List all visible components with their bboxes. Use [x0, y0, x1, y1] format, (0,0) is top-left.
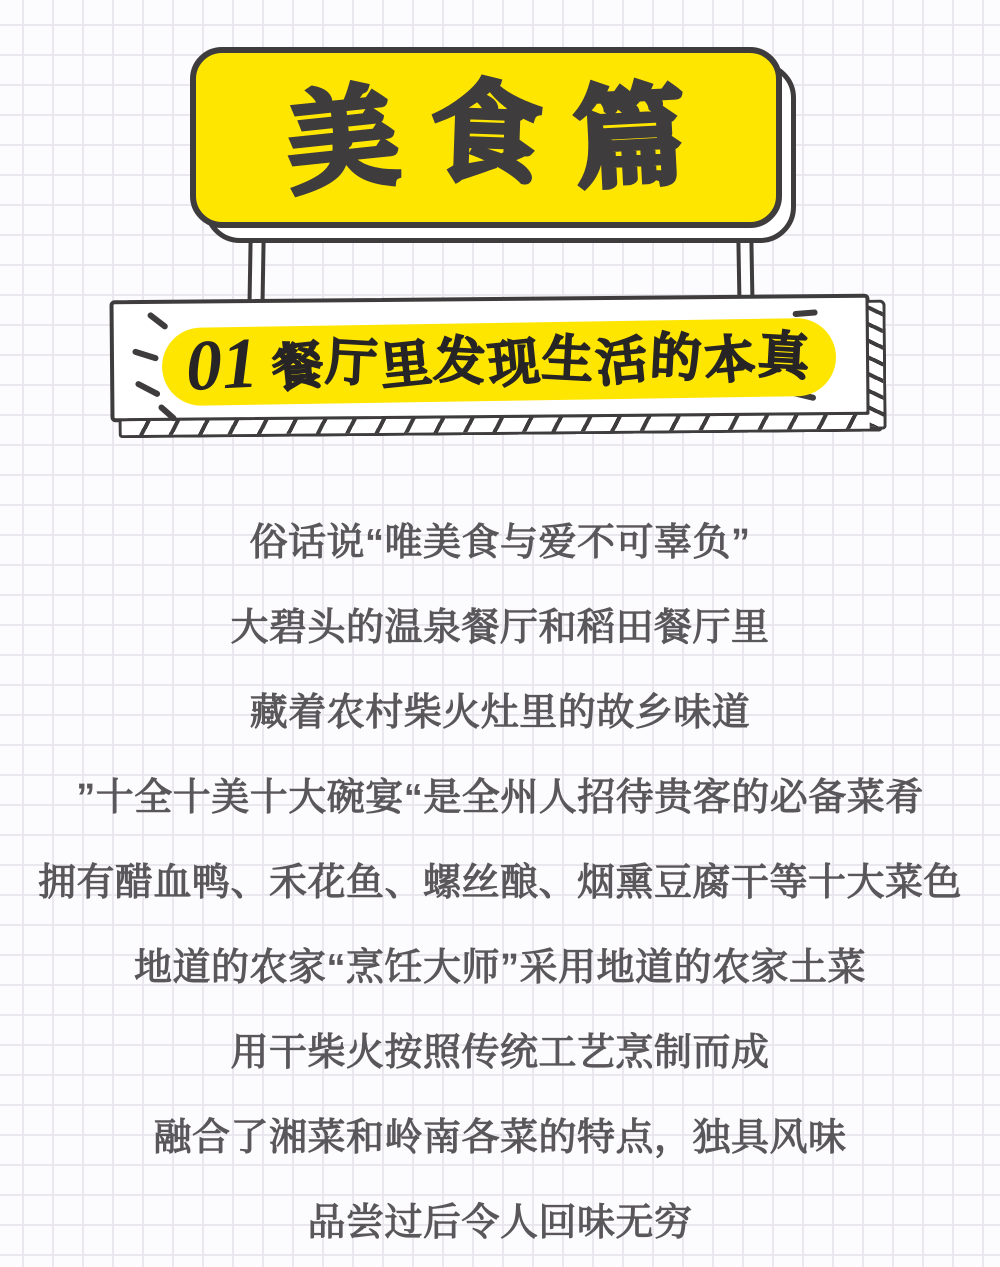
sparkle-dash-icon	[157, 403, 177, 422]
section-number: 01	[183, 322, 260, 407]
body-line: 用干柴火按照传统工艺烹制而成	[230, 1032, 770, 1074]
body-line: ”十全十美十大碗宴“是全州人招待贵客的必备菜肴	[76, 777, 924, 819]
sparkle-dash-icon	[146, 311, 169, 330]
body-line: 地道的农家“烹饪大师”采用地道的农家土菜	[133, 947, 866, 989]
sparkle-dash-icon	[792, 309, 817, 317]
banner-hatch-right-edge	[869, 300, 887, 430]
food-chapter-sign	[190, 47, 782, 228]
highlight-pill	[161, 318, 836, 407]
sparkle-dash-icon	[132, 348, 160, 362]
body-line: 融合了湘菜和岭南各菜的特点，独具风味	[153, 1117, 847, 1159]
section-banner	[109, 294, 870, 423]
section-title: 餐厅里发现生活的本真	[269, 325, 814, 398]
sparkle-dash-icon	[134, 380, 161, 398]
body-text-block	[0, 496, 1000, 1261]
body-line: 俗话说“唯美食与爱不可辜负”	[249, 522, 751, 564]
body-line: 品尝过后令人回味无穷	[307, 1202, 693, 1244]
body-line: 藏着农村柴火灶里的故乡味道	[249, 692, 751, 734]
sign-title: 美食篇	[281, 70, 723, 208]
body-line: 拥有醋血鸭、禾花鱼、螺丝酿、烟熏豆腐干等十大菜色	[37, 862, 962, 904]
banner-hatch-bottom-edge	[119, 415, 883, 439]
body-line: 大碧头的温泉餐厅和稻田餐厅里	[230, 607, 770, 649]
